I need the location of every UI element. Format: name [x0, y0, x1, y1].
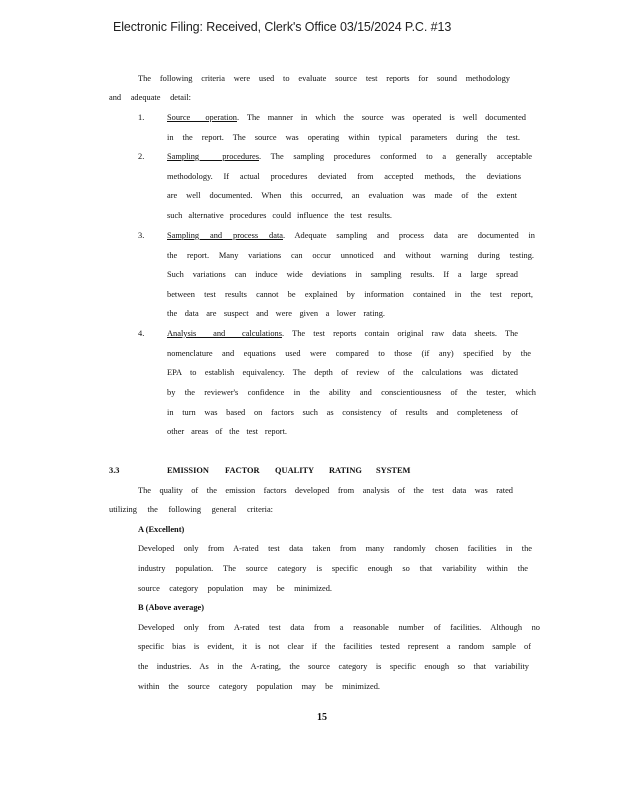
item-3-line-1: . Adequate sampling and process data are documented in [283, 231, 535, 240]
intro-line-1: The following criteria were used to evaluate source test reports for sound methodology [138, 74, 510, 83]
section-intro-line-1: The quality of the emission factors developed from analysis of the test data was rated [138, 486, 513, 495]
item-4-line-5: in turn was based on factors such as consistency of results and completeness of [167, 408, 518, 417]
rating-b-line-4: within the source category population may be minimized. [138, 682, 380, 691]
rating-b-label: B (Above average) [138, 603, 205, 612]
section-word-2: FACTOR [225, 466, 260, 475]
item-4-line-1: . The test reports contain original raw data sheets. The [282, 329, 518, 338]
section-word-1: EMISSION [167, 466, 209, 475]
rating-a-line-3: source category population may be minimized. [138, 584, 332, 593]
item-1-line-1: . The manner in which the source was operated is well documented [237, 113, 526, 122]
rating-b-line-2: specific bias is evident, it is not clear if the facilities tested represent a random sample of [138, 642, 531, 651]
item-3-line-3: Such variations can induce wide deviations in sampling results. If a large spread [167, 270, 518, 279]
section-word-5: SYSTEM [376, 466, 411, 475]
item-4-line-3: EPA to establish equivalency. The depth of review of the calculations was dictated [167, 368, 518, 377]
rating-a-label: A (Excellent) [138, 525, 185, 534]
item-2-number: 2. [138, 152, 145, 161]
item-3-line-5: the data are suspect and were given a lower rating. [167, 309, 385, 318]
item-3-line-2: the report. Many variations can occur unnoticed and without warning during testing. [167, 251, 534, 260]
item-1-first-line [167, 112, 528, 124]
item-3-number: 3. [138, 231, 145, 240]
rating-b-line-1: Developed only from A-rated test data from a reasonable number of facilities. Although no [138, 623, 540, 632]
rating-a-line-2: industry population. The source category is specific enough so that variability within the [138, 564, 528, 573]
item-4-title: Analysis and calculations [167, 329, 282, 338]
item-2-line-4: such alternative procedures could influence the test results. [167, 211, 392, 220]
item-3-first-line [167, 230, 537, 242]
item-2-line-3: are well documented. When this occurred, an evaluation was made of the extent [167, 191, 517, 200]
item-4-line-4: by the reviewer's confidence in the ability and conscientiousness of the tester, which [167, 388, 536, 397]
item-4-line-6: other areas of the test report. [167, 427, 287, 436]
item-4-line-2: nomenclature and equations used were compared to those (if any) specified by the [167, 349, 531, 358]
rating-b-line-3: the industries. As in the A-rating, the source category is specific enough so that variability [138, 662, 529, 671]
filing-header: Electronic Filing: Received, Clerk's Office 03/15/2024 P.C. #13 [113, 20, 452, 34]
item-4-number: 4. [138, 329, 145, 338]
item-4-first-line [167, 328, 520, 340]
intro-line-2: and adequate detail: [109, 93, 191, 102]
item-2-first-line [167, 151, 534, 163]
item-2-line-1: . The sampling procedures conformed to a generally acceptable [259, 152, 532, 161]
section-number: 3.3 [109, 466, 120, 475]
item-1-title: Source operation [167, 113, 237, 122]
item-2-line-2: methodology. If actual procedures deviated from accepted methods, the deviations [167, 172, 521, 181]
page-number: 15 [317, 712, 327, 723]
item-3-title: Sampling and process data [167, 231, 283, 240]
item-1-line-2: in the report. The source was operating within typical parameters during the test. [167, 133, 520, 142]
section-intro-line-2: utilizing the following general criteria: [109, 505, 273, 514]
item-3-line-4: between test results cannot be explained by information contained in the test report, [167, 290, 533, 299]
item-1-number: 1. [138, 113, 145, 122]
section-word-4: RATING [329, 466, 362, 475]
rating-a-line-1: Developed only from A-rated test data taken from many randomly chosen facilities in the [138, 544, 532, 553]
item-2-title: Sampling procedures [167, 152, 259, 161]
section-word-3: QUALITY [275, 466, 315, 475]
